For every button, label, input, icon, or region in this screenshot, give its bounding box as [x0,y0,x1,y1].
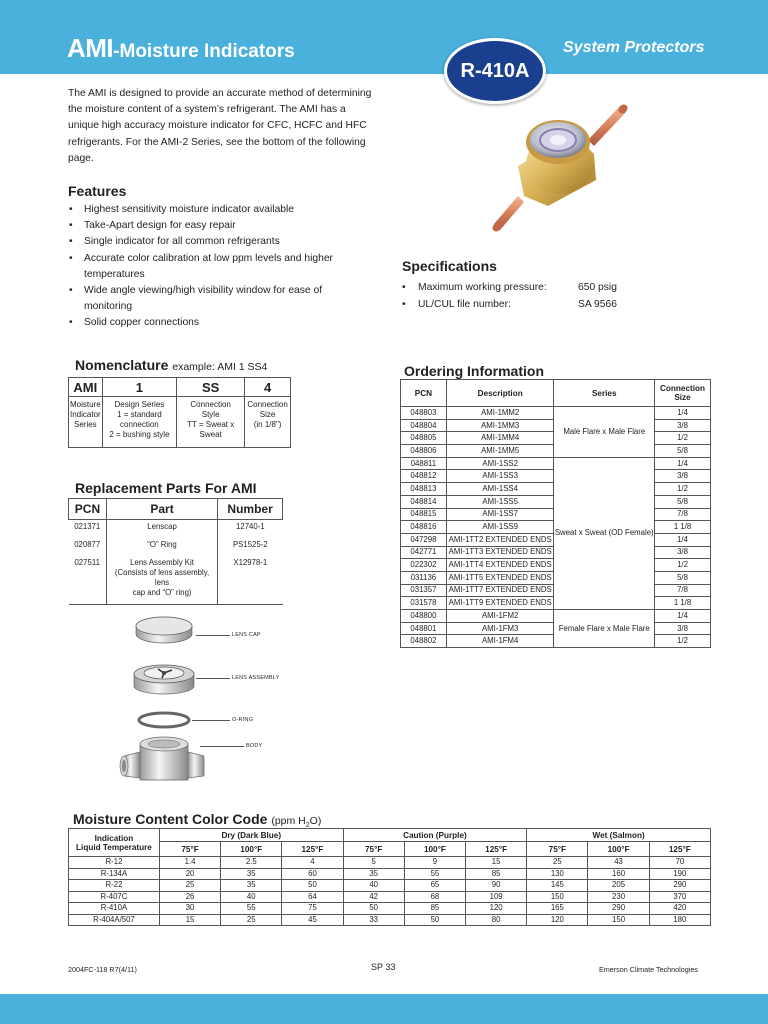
ppm-value: 68 [404,891,465,903]
ppm-value: 165 [527,903,588,915]
moisture-group: Dry (Dark Blue) [159,829,343,842]
replacement-part-line: cap and “O” ring) [132,588,192,597]
moisture-group: Wet (Salmon) [527,829,711,842]
moisture-temp: 75°F [159,842,220,857]
nomenclature-line: TT = Sweat x Sweat [187,420,235,439]
ordering-size: 7/8 [655,508,711,521]
ppm-value: 150 [588,914,649,926]
nomenclature-line: connection [120,420,159,429]
ppm-value: 45 [282,914,343,926]
ordering-size: 7/8 [655,584,711,597]
ordering-pcn: 048812 [401,470,447,483]
ordering-header: Description [446,380,554,407]
ppm-value: 75 [282,903,343,915]
ordering-header: Connection Size [655,380,711,407]
spec-label: UL/CUL file number: [418,298,511,310]
replacement-pcn: 027511 [74,558,100,567]
ppm-value: 64 [282,891,343,903]
ppm-value: 65 [404,880,465,892]
ppm-value: 55 [221,903,282,915]
moisture-temp: 75°F [527,842,588,857]
ordering-size: 1/2 [655,559,711,572]
nomenclature-line: Size [259,410,276,419]
moisture-subtitle: (ppm $H_2O$) [271,815,322,830]
ppm-value: 20 [159,868,220,880]
nomenclature-line: Connection [247,400,288,409]
moisture-title: Moisture Content Color Code [73,811,268,827]
ordering-description: AMI-1TT2 EXTENDED ENDS [446,533,554,546]
replacement-pcn: 020877 [74,540,101,549]
ordering-description: AMI-1SS7 [446,508,554,521]
moisture-temp: 125°F [649,842,710,857]
lens-assembly-part [134,665,194,694]
nomenclature-heading [75,357,267,373]
lens-cap-leader [196,635,230,636]
page-number: SP 33 [371,962,396,972]
ppm-value: 33 [343,914,404,926]
ppm-value: 25 [221,914,282,926]
ppm-value: 145 [527,880,588,892]
ppm-value: 180 [649,914,710,926]
nomenclature-header: 1 [102,378,176,397]
ordering-pcn: 048806 [401,445,447,458]
ordering-description: AMI-1SS3 [446,470,554,483]
ordering-description: AMI-1FM2 [446,610,554,623]
specifications-list [402,280,617,313]
label-o-ring: O-RING [232,717,254,723]
nomenclature-header: SS [177,378,245,397]
ordering-pcn: 048803 [401,407,447,420]
ppm-value: 85 [466,868,527,880]
ppm-value: 80 [466,914,527,926]
nomenclature-title: Nomenclature [75,357,169,373]
ppm-value: 50 [343,903,404,915]
intro-paragraph: The AMI is designed to provide an accurate method of determining the moisture content of a system’s refrigerant. The AMI has a unique high accuracy moisture indicator for CFC, HCFC and HFC refrigerants. For the AMI-2 Series, see the bottom of the following page. [68,88,372,164]
ppm-value: 2.5 [221,857,282,869]
ordering-pcn: 048814 [401,495,447,508]
replacement-part [106,556,217,605]
ordering-description: AMI-1MM3 [446,419,554,432]
o-ring-leader [192,720,230,721]
ordering-series: Male Flare x Male Flare [554,407,655,458]
ordering-pcn: 031357 [401,584,447,597]
moisture-temp: 100°F [221,842,282,857]
replacement-header: Part [106,499,217,520]
ppm-value: 160 [588,868,649,880]
ordering-size: 1/4 [655,610,711,623]
moisture-row [69,914,711,926]
ordering-pcn: 048801 [401,622,447,635]
ppm-value: 25 [159,880,220,892]
nomenclature-cell [69,397,103,448]
ordering-size: 3/8 [655,546,711,559]
spec-value: SA 9566 [578,298,617,310]
ordering-size: 1/2 [655,432,711,445]
ppm-value: 205 [588,880,649,892]
ordering-description: AMI-1SS9 [446,521,554,534]
moisture-temp: 125°F [466,842,527,857]
nomenclature-line: 2 = bushing style [109,430,170,439]
moisture-temp: 100°F [404,842,465,857]
replacement-part [106,538,217,556]
moisture-heading [73,811,321,829]
ordering-description: AMI-1TT3 EXTENDED ENDS [446,546,554,559]
ordering-pcn: 042771 [401,546,447,559]
nomenclature-line: Indicator [70,410,101,419]
ordering-pcn: 031578 [401,597,447,610]
refrigerant-badge: R-410A [444,38,546,104]
nomenclature-line: Connection [190,400,231,409]
label-lens-assembly: LENS ASSEMBLY [232,675,280,681]
feature-item: • Wide angle viewing/high visibility window for ease of monitoring [68,283,368,315]
ppm-value: 230 [588,891,649,903]
nomenclature-example: example: AMI 1 SS4 [172,361,268,373]
ppm-value: 35 [343,868,404,880]
footer-band [0,994,768,1024]
refrigerant-name: R-22 [69,880,160,892]
label-body: BODY [246,743,263,749]
page-title [67,33,295,64]
ordering-row [401,407,711,420]
ppm-value: 60 [282,868,343,880]
ppm-value: 1.4 [159,857,220,869]
refrigerant-name: R-404A/507 [69,914,160,926]
ordering-size: 1 1/8 [655,521,711,534]
ppm-value: 370 [649,891,710,903]
section-label: System Protectors [563,39,705,56]
replacement-number: PS1525-2 [232,540,268,549]
refrigerant-name: R-134A [69,868,160,880]
ordering-description: AMI-1SS2 [446,457,554,470]
spec-bullet: • [402,282,406,293]
nomenclature-cell [102,397,176,448]
ordering-pcn: 048804 [401,419,447,432]
label-lens-cap: LENS CAP [232,632,261,638]
ppm-value: 35 [221,868,282,880]
ppm-value: 130 [527,868,588,880]
feature-item: • Single indicator for all common refrigerants [68,234,368,250]
replacement-header: PCN [69,499,107,520]
moisture-temp: 100°F [588,842,649,857]
ppm-value: 35 [221,880,282,892]
doc-number: 2004FC-118 R7(4/11) [68,965,137,974]
ppm-value: 42 [343,891,404,903]
product-photo [488,96,628,246]
moisture-table [68,828,711,926]
ppm-value: 120 [466,903,527,915]
replacement-pcn: 021371 [74,522,101,531]
ppm-value: 109 [466,891,527,903]
ordering-pcn: 048800 [401,610,447,623]
moisture-row [69,880,711,892]
ppm-value: 25 [527,857,588,869]
moisture-row [69,857,711,869]
ordering-description: AMI-1MM2 [446,407,554,420]
ppm-value: 50 [404,914,465,926]
ordering-pcn: 048815 [401,508,447,521]
feature-item: • Take-Apart design for easy repair [68,218,368,234]
ordering-size: 3/8 [655,419,711,432]
moisture-row [69,868,711,880]
features-heading: Features [68,183,127,199]
ppm-value: 90 [466,880,527,892]
moisture-corner-line: Indication [94,833,134,843]
ordering-size: 1/4 [655,533,711,546]
replacement-row [69,520,283,539]
ordering-size: 5/8 [655,571,711,584]
ordering-description: AMI-1MM5 [446,445,554,458]
body-part [120,737,204,780]
ordering-pcn: 047298 [401,533,447,546]
ordering-size: 1/2 [655,483,711,496]
ordering-series: Female Flare x Male Flare [554,610,655,648]
ordering-header: PCN [401,380,447,407]
ppm-value: 15 [466,857,527,869]
replacement-parts-table [68,498,283,605]
ppm-value: 420 [649,903,710,915]
ordering-size: 1/4 [655,457,711,470]
ppm-value: 120 [527,914,588,926]
ppm-value: 30 [159,903,220,915]
feature-item: • Highest sensitivity moisture indicator available [68,202,368,218]
ordering-description: AMI-1TT9 EXTENDED ENDS [446,597,554,610]
ordering-pcn: 048816 [401,521,447,534]
nomenclature-cell [177,397,245,448]
nomenclature-line: Series [74,420,97,429]
ordering-description: AMI-1TT5 EXTENDED ENDS [446,571,554,584]
replacement-part-line: Lenscap [147,522,177,531]
replacement-part-line: “O” Ring [147,540,177,549]
ordering-pcn: 048813 [401,483,447,496]
ordering-table [400,379,711,648]
ordering-size: 5/8 [655,495,711,508]
ordering-heading: Ordering Information [404,363,544,379]
ordering-size: 3/8 [655,470,711,483]
ppm-value: 70 [649,857,710,869]
nomenclature-line: Style [201,410,220,419]
ordering-size: 3/8 [655,622,711,635]
moisture-corner-line: Liquid Temperature [76,842,152,852]
ppm-value: 40 [343,880,404,892]
o-ring-part [139,713,189,727]
ordering-description: AMI-1SS5 [446,495,554,508]
lens-assembly-leader [196,678,230,679]
moisture-row [69,891,711,903]
ppm-value: 50 [282,880,343,892]
moisture-temp: 125°F [282,842,343,857]
ppm-value: 43 [588,857,649,869]
nomenclature-line: 1 = standard [117,410,162,419]
specifications-heading: Specifications [402,258,497,274]
ppm-value: 5 [343,857,404,869]
ordering-description: AMI-1FM4 [446,635,554,648]
title-ami: AMI [67,33,114,63]
ordering-row [401,457,711,470]
feature-item: • Accurate color calibration at low ppm levels and higher temperatures [68,251,368,283]
ordering-description: AMI-1MM4 [446,432,554,445]
ordering-header: Series [554,380,655,407]
replacement-part-line: (Consists of lens assembly, lens [114,568,210,587]
nomenclature-cell [245,397,291,448]
lens-cap-part [136,617,192,643]
ordering-size: 1/4 [655,407,711,420]
body-leader [200,746,244,747]
ordering-pcn: 048811 [401,457,447,470]
refrigerant-name: R-12 [69,857,160,869]
ordering-size: 5/8 [655,445,711,458]
refrigerant-name: R-407C [69,891,160,903]
replacement-row [69,538,283,556]
ordering-description: AMI-1TT4 EXTENDED ENDS [446,559,554,572]
nomenclature-line: (in 1/8") [253,420,282,429]
company-name: Emerson Climate Technologies [599,965,698,974]
moisture-row [69,903,711,915]
replacement-number: 12740-1 [236,522,265,531]
title-rest: -Moisture Indicators [113,41,295,62]
replacement-part [106,520,217,539]
spec-bullet: • [402,298,406,310]
spec-row [402,297,617,314]
ordering-pcn: 048802 [401,635,447,648]
ordering-description: AMI-1SS4 [446,483,554,496]
ppm-value: 40 [221,891,282,903]
ppm-value: 150 [527,891,588,903]
nomenclature-line: Design Series [114,400,165,409]
replacement-number: X12978-1 [233,558,268,567]
feature-item: • Solid copper connections [68,315,368,331]
nomenclature-table [68,377,291,448]
ordering-row [401,610,711,623]
moisture-corner [69,829,160,857]
replacement-row [69,556,283,605]
moisture-group: Caution (Purple) [343,829,527,842]
ordering-series: Sweat x Sweat (OD Female) [554,457,655,609]
ordering-size: 1 1/8 [655,597,711,610]
ordering-pcn: 031136 [401,571,447,584]
nomenclature-header: 4 [245,378,291,397]
ppm-value: 15 [159,914,220,926]
spec-label: Maximum working pressure: [418,282,547,293]
ppm-value: 4 [282,857,343,869]
moisture-temp: 75°F [343,842,404,857]
ppm-value: 9 [404,857,465,869]
ordering-pcn: 048805 [401,432,447,445]
ordering-size: 1/2 [655,635,711,648]
features-list [68,202,368,332]
ordering-pcn: 022302 [401,559,447,572]
spec-value: 650 psig [578,282,617,293]
ppm-value: 290 [588,903,649,915]
nomenclature-line: Moisture [70,400,101,409]
spec-row [402,280,617,297]
ordering-description: AMI-1FM3 [446,622,554,635]
replacement-part-line: Lens Assembly Kit [130,558,194,567]
ppm-value: 85 [404,903,465,915]
refrigerant-name: R-410A [69,903,160,915]
replacement-heading: Replacement Parts For AMI [75,480,257,496]
ppm-value: 26 [159,891,220,903]
ppm-value: 290 [649,880,710,892]
nomenclature-header: AMI [69,378,103,397]
ppm-value: 55 [404,868,465,880]
replacement-header: Number [218,499,283,520]
exploded-diagram [118,612,228,787]
ppm-value: 190 [649,868,710,880]
ordering-description: AMI-1TT7 EXTENDED ENDS [446,584,554,597]
